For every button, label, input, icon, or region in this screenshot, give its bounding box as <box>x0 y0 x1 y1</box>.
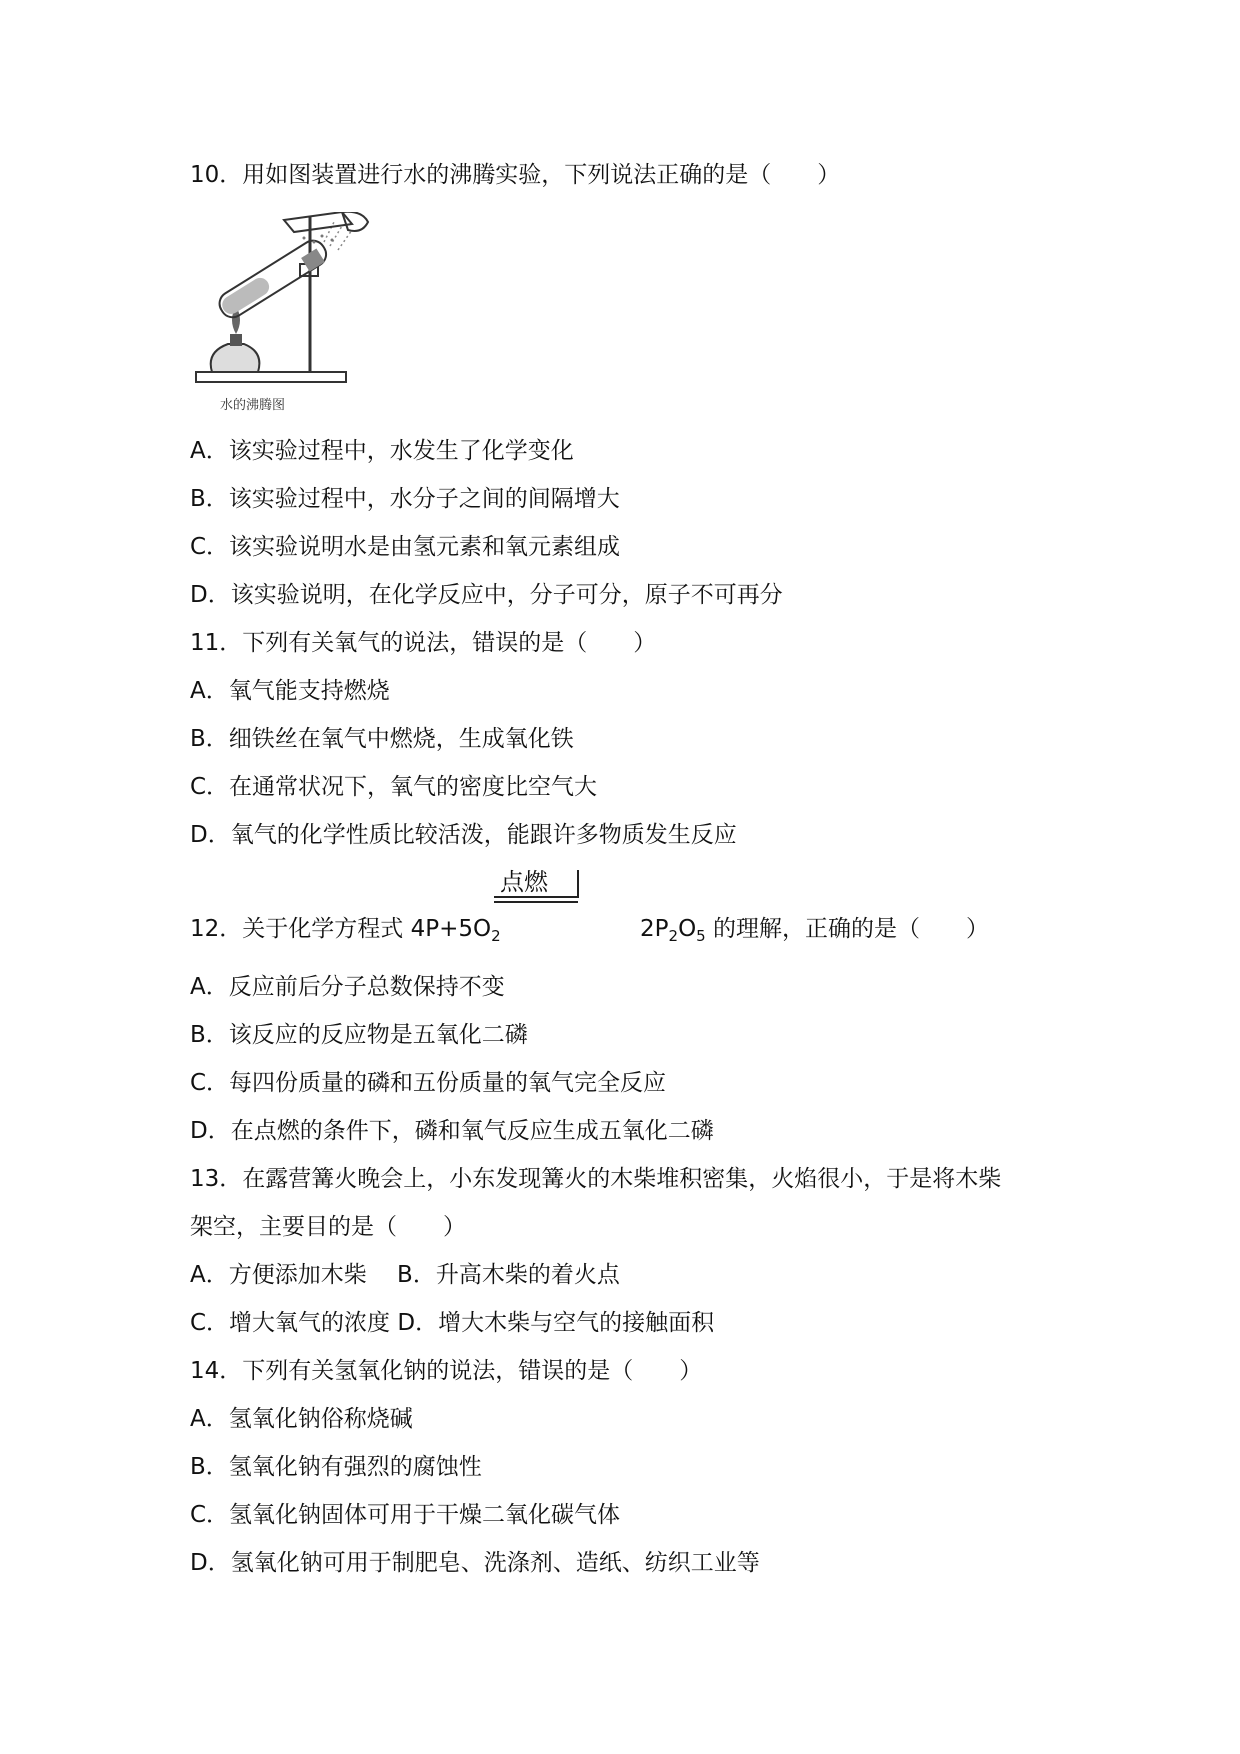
equation-bar-top <box>494 896 578 898</box>
q12-product-p: 2P <box>640 916 669 942</box>
q10-option-d: D．该实验说明，在化学反应中，分子可分，原子不可再分 <box>190 582 783 608</box>
q11-option-b: B．细铁丝在氧气中燃烧，生成氧化铁 <box>190 726 574 752</box>
q12-o-subscript: 5 <box>696 927 706 945</box>
q12-option-a: A．反应前后分子总数保持不变 <box>190 974 505 1000</box>
q13-stem-line2: 架空，主要目的是（ ） <box>190 1214 466 1240</box>
boiling-water-figure <box>192 212 380 416</box>
q11-option-a: A．氧气能支持燃烧 <box>190 678 390 704</box>
q10-option-a: A．该实验过程中，水发生了化学变化 <box>190 438 574 464</box>
reaction-condition: 点燃 <box>500 868 548 896</box>
q14-option-c: C．氢氧化钠固体可用于干燥二氧化碳气体 <box>190 1502 621 1528</box>
q13-options-cd: C．增大氧气的浓度 D．增大木柴与空气的接触面积 <box>190 1310 715 1336</box>
q11-option-d: D．氧气的化学性质比较活泼，能跟许多物质发生反应 <box>190 822 737 848</box>
q12-p-subscript: 2 <box>668 927 679 945</box>
q10-stem: 10．用如图装置进行水的沸腾实验，下列说法正确的是（ ） <box>190 162 841 188</box>
q12-product <box>640 914 989 944</box>
q12-product-o: O <box>678 916 697 942</box>
q11-option-c: C．在通常状况下，氧气的密度比空气大 <box>190 774 598 800</box>
q12-stem <box>190 914 501 944</box>
equation-bar-side <box>577 870 579 898</box>
q12-option-d: D．在点燃的条件下，磷和氧气反应生成五氧化二磷 <box>190 1118 714 1144</box>
q14-option-b: B．氢氧化钠有强烈的腐蚀性 <box>190 1454 482 1480</box>
q10-option-b: B．该实验过程中，水分子之间的间隔增大 <box>190 486 620 512</box>
q13-options-ab: A．方便添加木柴 B．升高木柴的着火点 <box>190 1262 620 1288</box>
equation-bar-bottom <box>494 901 578 903</box>
q14-option-a: A．氢氧化钠俗称烧碱 <box>190 1406 413 1432</box>
q12-stem-suffix: 的理解，正确的是（ ） <box>705 916 990 942</box>
q12-option-c: C．每四份质量的磷和五份质量的氧气完全反应 <box>190 1070 667 1096</box>
q14-stem: 14．下列有关氢氧化钠的说法，错误的是（ ） <box>190 1358 703 1384</box>
q13-stem-line1: 13．在露营篝火晚会上，小东发现篝火的木柴堆积密集，火焰很小，于是将木柴 <box>190 1166 1002 1192</box>
q11-stem: 11．下列有关氧气的说法，错误的是（ ） <box>190 630 657 656</box>
q12-option-b: B．该反应的反应物是五氧化二磷 <box>190 1022 528 1048</box>
boiling-apparatus-illustration <box>192 212 380 416</box>
q14-option-d: D．氢氧化钠可用于制肥皂、洗涤剂、造纸、纺织工业等 <box>190 1550 760 1576</box>
q12-o2-subscript: 2 <box>491 927 501 945</box>
figure-caption: 水的沸腾图 <box>220 398 286 413</box>
q10-option-c: C．该实验说明水是由氢元素和氧元素组成 <box>190 534 621 560</box>
q12-stem-prefix: 12．关于化学方程式 4P+5O <box>190 916 492 942</box>
